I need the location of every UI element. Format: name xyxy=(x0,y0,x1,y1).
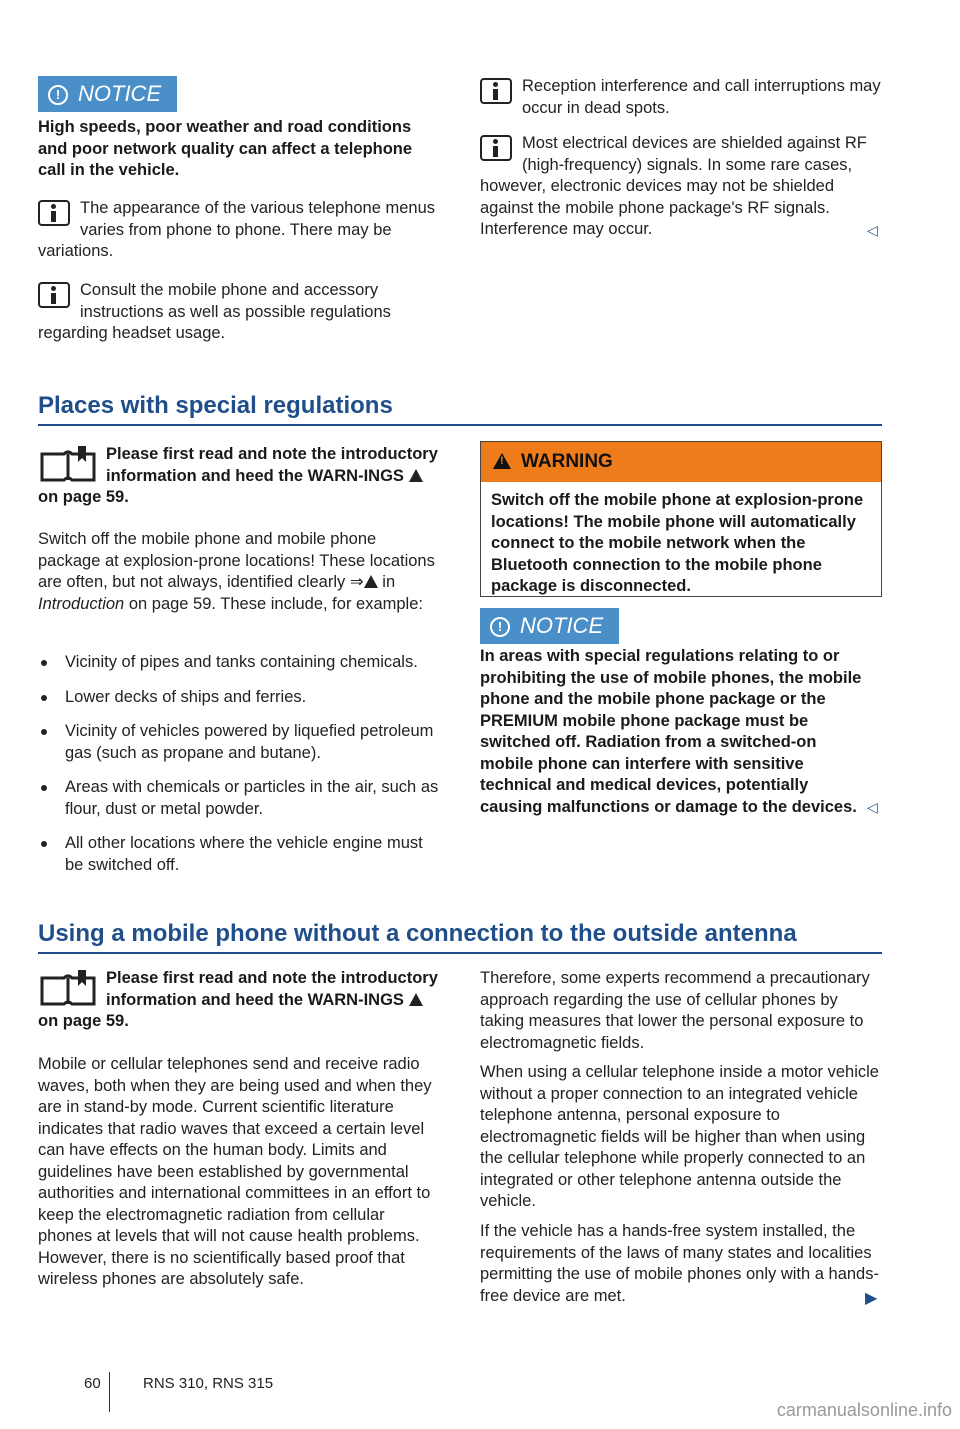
places-text: Switch off the mobile phone and mobile phone package at explosion-prone locations! These locations are often, but not always, identified clearly xyxy=(38,530,435,591)
tip-appearance xyxy=(38,198,443,263)
end-mark: ◁ xyxy=(867,799,878,815)
antenna-right-paragraph: Therefore, some experts recommend a precautionary approach regarding the use of cellular phones by taking measures that lower the personal exposure to electromagnetic fields. xyxy=(480,969,870,1052)
intro-note-antenna xyxy=(38,968,443,1033)
warning-text: Switch off the mobile phone at explosion-prone locations! The mobile phone will automatically connect to the mobile network when the Bluetooth connection to the mobile phone package is disconnected. xyxy=(491,491,864,595)
intro-page-ref[interactable]: on page 59. xyxy=(38,1012,129,1030)
antenna-right-paragraph: When using a cellular telephone inside a motor vehicle without a proper connection to an integrated vehicle telephone antenna, personal exposure to electromagnetic fields will be higher than when using the cellular telephone while properly connected to an integrated or other telephone antenna outside the vehicle. xyxy=(480,1063,879,1210)
notice-badge xyxy=(38,76,177,112)
warning-triangle-icon xyxy=(364,575,378,588)
watermark: carmanualsonline.info xyxy=(776,1400,952,1420)
list-item: Vicinity of vehicles powered by liquefied petroleum gas (such as propane and butane). xyxy=(38,721,443,764)
warning-header xyxy=(481,442,881,482)
info-icon xyxy=(480,135,512,161)
notice-text: High speeds, poor weather and road conditions and poor network quality can affect a telephone call in the vehicle. xyxy=(38,118,413,179)
tip-headset xyxy=(38,280,443,345)
exclamation-circle-icon: ! xyxy=(490,617,510,637)
info-icon xyxy=(480,78,512,104)
end-mark: ◁ xyxy=(867,222,878,238)
section-title-antenna: Using a mobile phone without a connection to the outside antenna xyxy=(38,920,797,947)
tip-text: The appearance of the various telephone menus varies from phone to phone. There may be variations. xyxy=(38,199,435,260)
places-list xyxy=(38,652,443,889)
intro-page-ref[interactable]: on page 59. xyxy=(38,488,129,506)
in-text: in xyxy=(382,573,396,591)
section-title-places: Places with special regulations xyxy=(38,392,393,419)
book-icon xyxy=(38,446,98,486)
warning-triangle-icon: ! xyxy=(493,453,511,469)
footer-divider xyxy=(109,1372,110,1412)
intro-text: Please first read and note the introductory information and heed the WARN-INGS xyxy=(106,445,438,485)
tip-text: Consult the mobile phone and accessory instructions as well as possible regulations regarding headset usage. xyxy=(38,281,391,342)
exclamation-circle-icon: ! xyxy=(48,85,68,105)
warning-label: WARNING xyxy=(521,451,613,472)
section-rule xyxy=(38,424,882,426)
section-rule xyxy=(38,952,882,954)
list-item: Areas with chemicals or particles in the air, such as flour, dust or metal powder. xyxy=(38,777,443,820)
arrow-ref: ⇒ xyxy=(349,573,364,591)
list-item: Vicinity of pipes and tanks containing chemicals. xyxy=(38,652,443,674)
list-item: Lower decks of ships and ferries. xyxy=(38,687,443,709)
tip-reception xyxy=(480,76,882,119)
info-icon xyxy=(38,282,70,308)
info-icon xyxy=(38,200,70,226)
notice-badge xyxy=(480,608,619,644)
tip-text: Most electrical devices are shielded against RF (high-frequency) signals. In some rare cases, however, electronic devices may not be shielded against the mobile phone package's RF signals. Interference may occur. xyxy=(480,134,867,238)
page-number: 60 xyxy=(84,1375,101,1392)
notice-label: NOTICE xyxy=(78,81,162,106)
warning-box xyxy=(480,441,882,597)
tip-shielding xyxy=(480,133,882,241)
intro-text: Please first read and note the introductory information and heed the WARN-INGS xyxy=(106,969,438,1009)
intro-note-places xyxy=(38,444,443,509)
introduction-link[interactable]: Introduction xyxy=(38,594,125,613)
antenna-left-paragraph: Mobile or cellular telephones send and receive radio waves, both when they are being used and when they are in stand-by mode. Current scientific literature indicates that radio waves that exceed a certain level can have effects on the human body. Limits and guidelines have been established by governmental authorities and international committees in an effort to keep the electromagnetic radiation from cellular phones at levels that will not cause health problems. However, there is no scientifically based proof that wireless phones are absolutely safe. xyxy=(38,1055,432,1288)
places-text-end: on page 59. These include, for example: xyxy=(128,594,423,613)
list-item: All other locations where the vehicle engine must be switched off. xyxy=(38,833,443,876)
warning-triangle-icon xyxy=(409,993,423,1006)
antenna-right-paragraph: If the vehicle has a hands-free system installed, the requirements of the laws of many states and localities permitting the use of mobile phones only with a hands-free device are met. xyxy=(480,1222,879,1305)
tip-text: Reception interference and call interruptions may occur in dead spots. xyxy=(522,77,881,117)
continue-arrow-icon: ▶ xyxy=(865,1290,878,1307)
warning-triangle-icon xyxy=(409,469,423,482)
notice-text: In areas with special regulations relating to or prohibiting the use of mobile phones, the mobile phone and the mobile phone package or the PREMIUM mobile phone package must be switched off. Radiation from a switched-on mobile phone can interfere with sensitive technical and medical devices, potentially causing malfunctions or damage to the devices. xyxy=(480,647,862,816)
places-paragraph xyxy=(38,529,443,615)
footer-model: RNS 310, RNS 315 xyxy=(143,1375,274,1392)
book-icon xyxy=(38,970,98,1010)
notice-label: NOTICE xyxy=(520,613,604,638)
